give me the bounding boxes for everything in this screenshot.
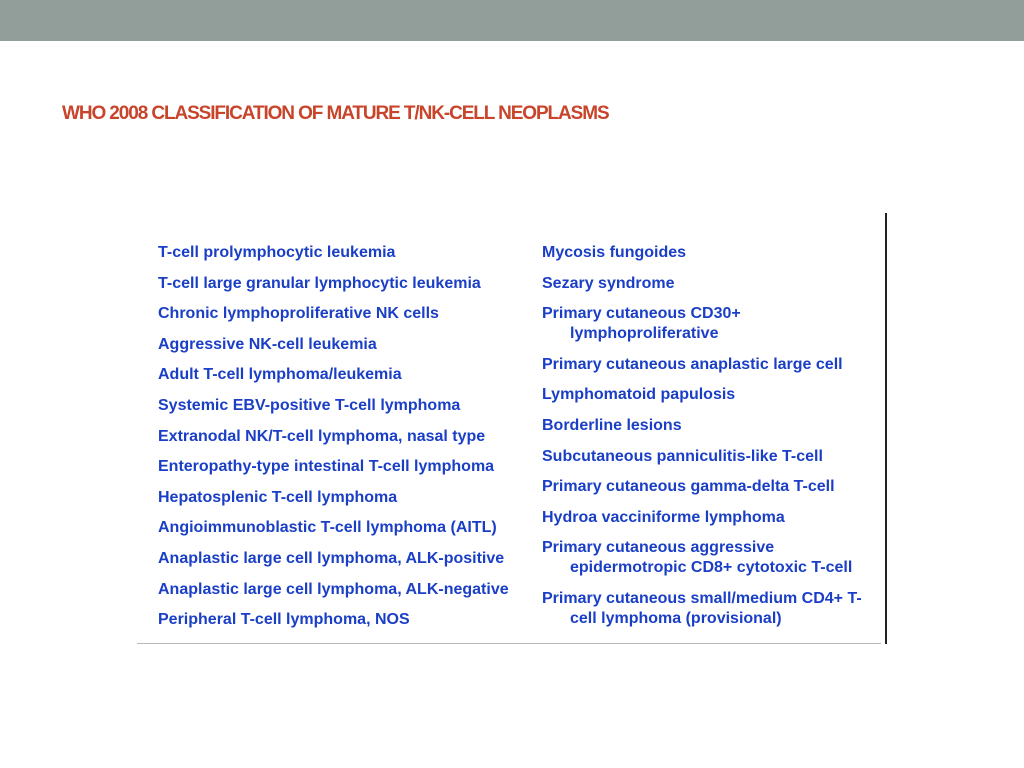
classification-entry — [542, 243, 884, 263]
entry-line: Lymphomatoid papulosis — [542, 386, 736, 404]
classification-entry — [158, 610, 538, 630]
entry-line: lymphoproliferative — [570, 325, 719, 343]
table-right-border — [885, 213, 887, 644]
slide-title: WHO 2008 CLASSIFICATION OF MATURE T/NK-CELL NEOPLASMS — [62, 103, 609, 124]
entry-line: cell lymphoma (provisional) — [570, 609, 782, 627]
entry-line: Aggressive NK-cell leukemia — [158, 335, 377, 353]
classification-entry — [158, 457, 538, 477]
classification-entry — [542, 508, 884, 528]
entry-line: Hepatosplenic T-cell lymphoma — [158, 488, 398, 506]
classification-entry — [542, 447, 884, 467]
classification-entry — [158, 549, 538, 569]
entry-line: Chronic lymphoproliferative NK cells — [158, 305, 439, 323]
classification-entry — [542, 355, 884, 375]
classification-entry — [158, 427, 538, 447]
classification-entry — [158, 580, 538, 600]
classification-entry — [158, 304, 538, 324]
entry-line: Enteropathy-type intestinal T-cell lymphoma — [158, 458, 495, 476]
entry-line: Primary cutaneous small/medium CD4+ T- — [542, 589, 862, 607]
classification-entry — [158, 488, 538, 508]
top-color-band — [0, 0, 1024, 41]
left-column-list — [158, 243, 538, 641]
entry-line: Hydroa vacciniforme lymphoma — [542, 508, 785, 526]
classification-entry — [158, 243, 538, 263]
classification-entry — [542, 416, 884, 436]
entry-line: Subcutaneous panniculitis-like T-cell — [542, 447, 823, 465]
entry-line: Primary cutaneous gamma-delta T-cell — [542, 478, 835, 496]
classification-entry — [542, 589, 884, 629]
right-column-list — [542, 243, 884, 640]
entry-line: Primary cutaneous anaplastic large cell — [542, 355, 843, 373]
classification-entry — [158, 396, 538, 416]
classification-entry — [158, 365, 538, 385]
entry-line: Peripheral T-cell lymphoma, NOS — [158, 611, 410, 629]
entry-line: Sezary syndrome — [542, 274, 675, 292]
entry-line: Anaplastic large cell lymphoma, ALK-negative — [158, 580, 509, 598]
classification-entry — [542, 385, 884, 405]
classification-entry — [542, 477, 884, 497]
classification-entry — [158, 274, 538, 294]
entry-line: Borderline lesions — [542, 416, 682, 434]
entry-line: T-cell prolymphocytic leukemia — [158, 244, 396, 261]
classification-entry — [542, 538, 884, 578]
entry-line: Primary cutaneous CD30+ — [542, 305, 741, 323]
entry-line: Systemic EBV-positive T-cell lymphoma — [158, 396, 461, 414]
entry-line: Adult T-cell lymphoma/leukemia — [158, 366, 402, 384]
table-bottom-border — [137, 643, 881, 644]
entry-line: Extranodal NK/T-cell lymphoma, nasal type — [158, 427, 486, 445]
entry-line: T-cell large granular lymphocytic leukemia — [158, 274, 481, 292]
entry-line: Angioimmunoblastic T-cell lymphoma (AITL) — [158, 519, 497, 537]
classification-entry — [542, 304, 884, 344]
classification-table — [137, 213, 887, 644]
classification-entry — [158, 518, 538, 538]
classification-entry — [542, 274, 884, 294]
entry-line: Mycosis fungoides — [542, 244, 687, 261]
classification-entry — [158, 335, 538, 355]
entry-line: Anaplastic large cell lymphoma, ALK-positive — [158, 549, 505, 567]
entry-line: Primary cutaneous aggressive — [542, 539, 775, 557]
entry-line: epidermotropic CD8+ cytotoxic T-cell — [570, 559, 853, 577]
